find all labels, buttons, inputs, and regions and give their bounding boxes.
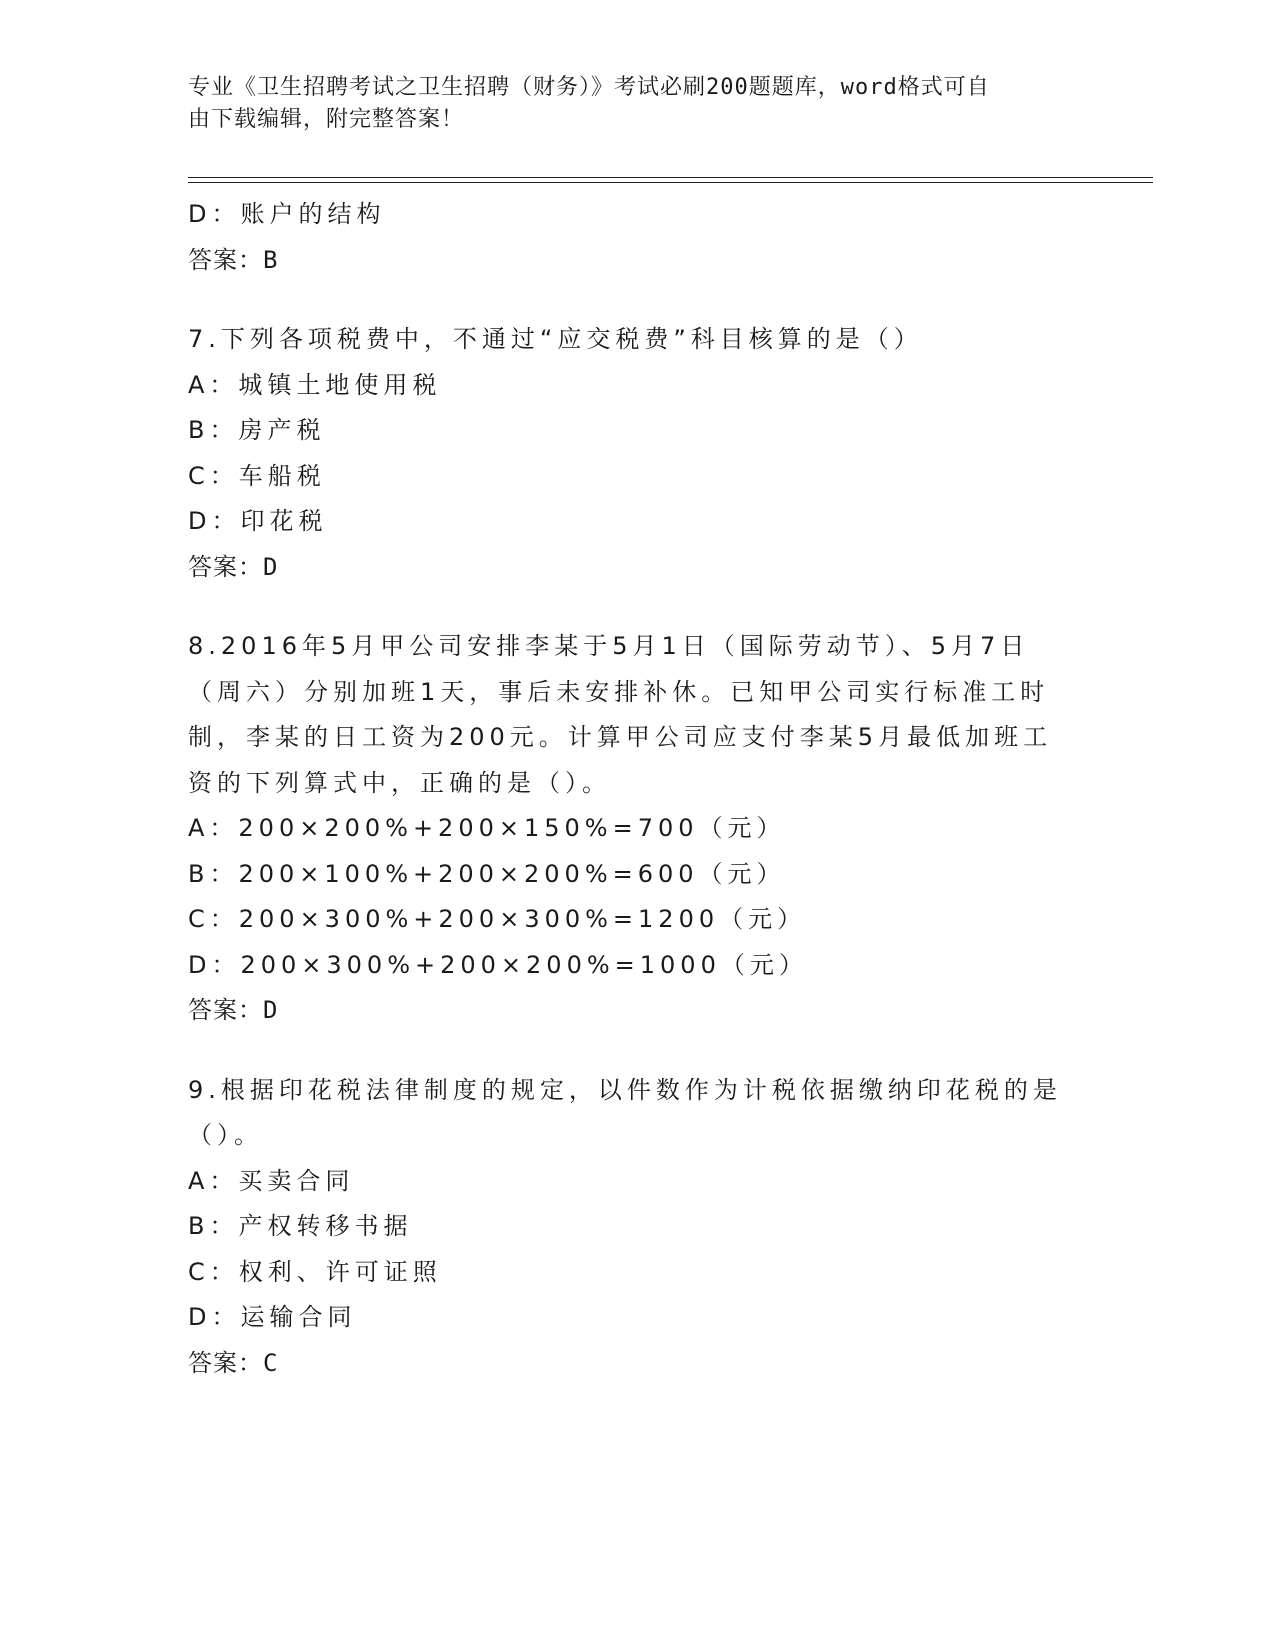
option-b: B：200×100%+200×200%=600（元） bbox=[188, 859, 786, 888]
question-text: 9.根据印花税法律制度的规定，以件数作为计税依据缴纳印花税的是 bbox=[188, 1075, 1062, 1104]
answer-line: 答案：D bbox=[188, 552, 279, 581]
answer-line: 答案：C bbox=[188, 1348, 279, 1377]
option-d: D：200×300%+200×200%=1000（元） bbox=[188, 950, 808, 979]
document-body bbox=[188, 192, 1088, 1386]
document-header bbox=[188, 72, 1088, 136]
option-d: D：印花税 bbox=[188, 507, 328, 535]
option-d: D：账户的结构 bbox=[188, 200, 386, 228]
option-a: A：买卖合同 bbox=[188, 1166, 355, 1195]
spacer bbox=[188, 283, 1088, 317]
question-text: （）。 bbox=[188, 1121, 263, 1149]
question-text: 8.2016年5月甲公司安排李某于5月1日（国际劳动节）、5月7日 bbox=[188, 632, 1030, 660]
option-d: D：运输合同 bbox=[188, 1303, 357, 1331]
option-b: B：产权转移书据 bbox=[188, 1212, 413, 1240]
question-text: 7.下列各项税费中，不通过“应交税费”科目核算的是（） bbox=[188, 325, 923, 353]
option-a: A：200×200%+200×150%=700（元） bbox=[188, 814, 786, 842]
spacer bbox=[188, 590, 1088, 624]
question-9 bbox=[188, 1068, 1088, 1387]
question-text: 资的下列算式中，正确的是（）。 bbox=[188, 768, 611, 797]
option-c: C：200×300%+200×300%=1200（元） bbox=[188, 905, 807, 933]
option-c: C：权利、许可证照 bbox=[188, 1257, 442, 1286]
answer-line: 答案：B bbox=[188, 245, 279, 274]
question-8 bbox=[188, 624, 1088, 1034]
question-text: （周六）分别加班1天，事后未安排补休。已知甲公司实行标准工时 bbox=[188, 677, 1050, 706]
header-title-line-1: 专业《卫生招聘考试之卫生招聘（财务）》考试必刷200题题库，word格式可自 bbox=[188, 75, 990, 100]
header-divider-bottom bbox=[188, 182, 1153, 183]
question-7 bbox=[188, 317, 1088, 590]
option-c: C：车船税 bbox=[188, 461, 326, 490]
option-a: A：城镇土地使用税 bbox=[188, 370, 442, 399]
previous-question-tail bbox=[188, 192, 1088, 283]
option-b: B：房产税 bbox=[188, 416, 326, 444]
question-text: 制，李某的日工资为200元。计算甲公司应支付李某5月最低加班工 bbox=[188, 723, 1053, 751]
answer-line: 答案：D bbox=[188, 996, 279, 1024]
header-divider-top bbox=[188, 177, 1153, 178]
header-title-line-2: 由下载编辑，附完整答案！ bbox=[188, 107, 465, 132]
spacer bbox=[188, 1034, 1088, 1068]
